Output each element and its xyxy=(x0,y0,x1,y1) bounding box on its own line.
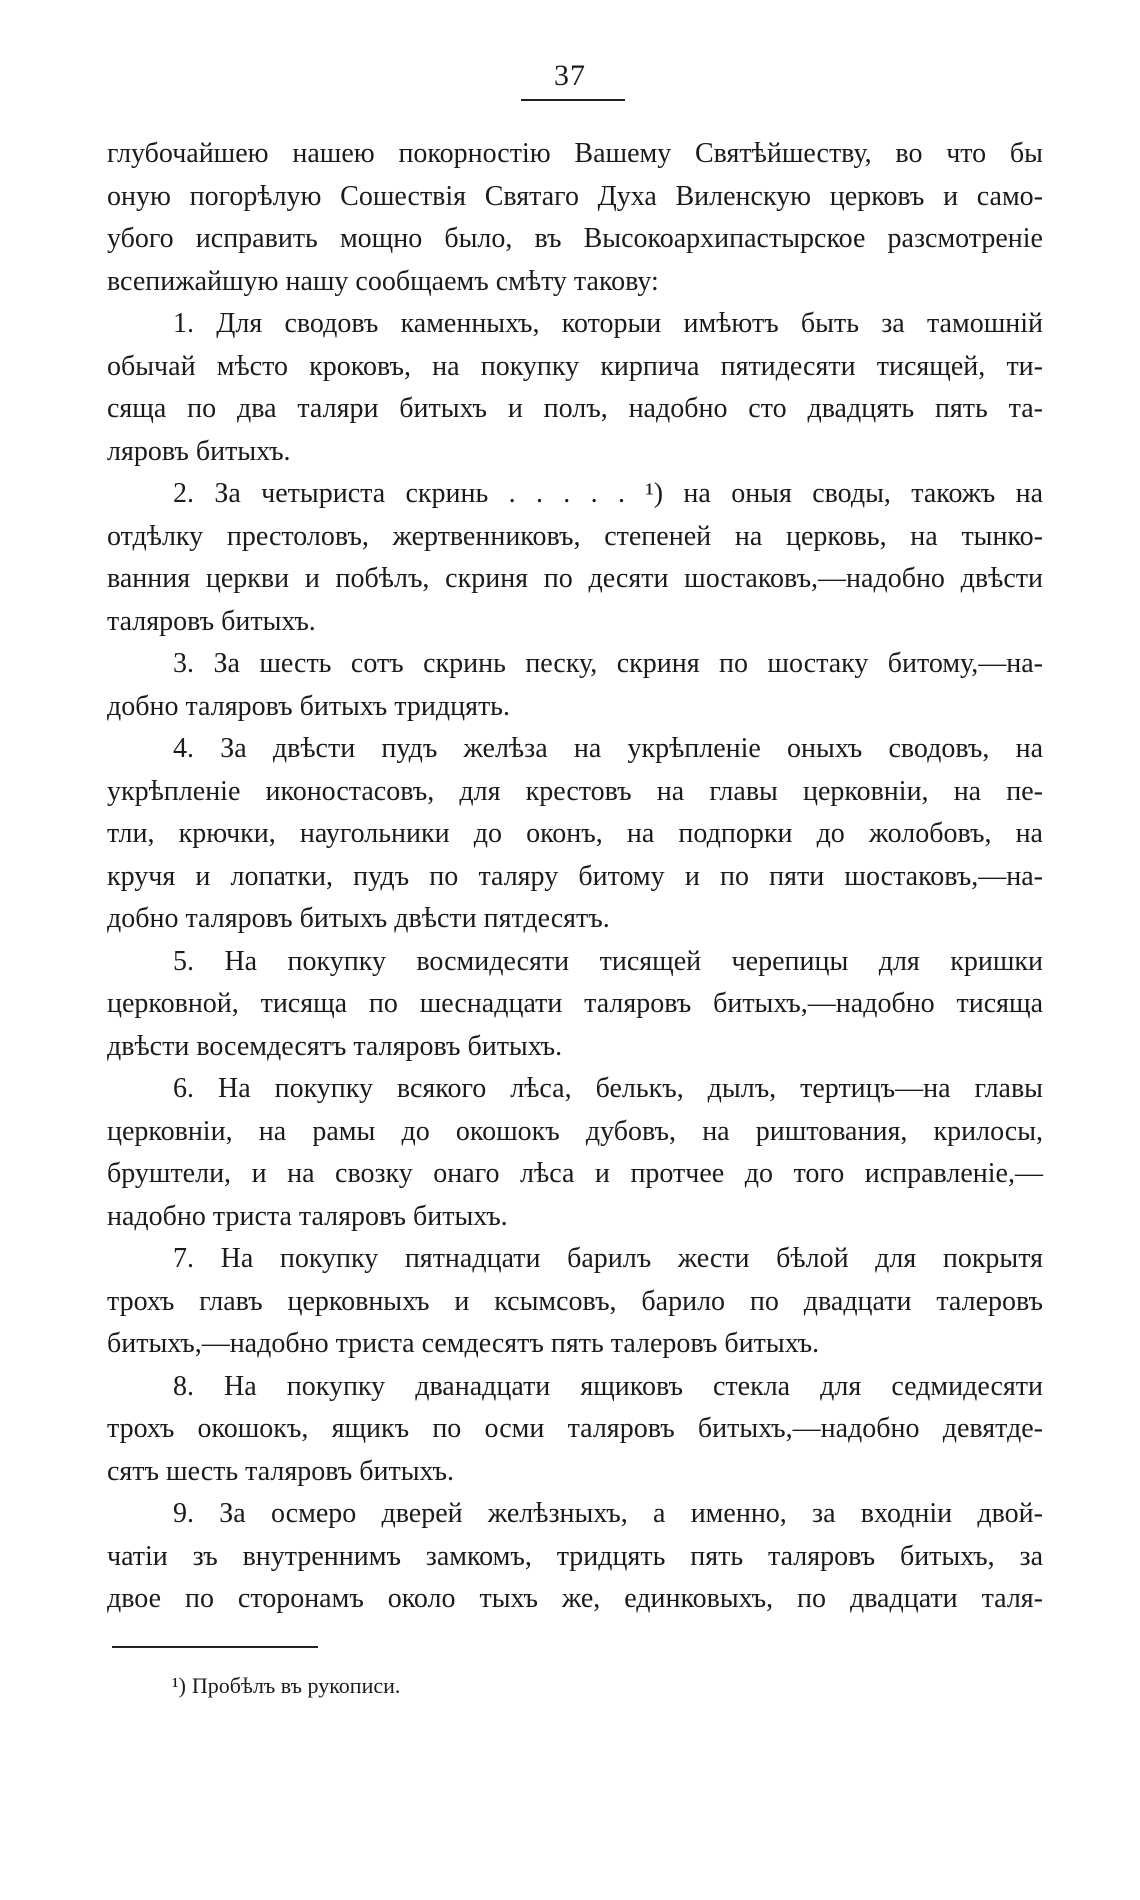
item-9-line: 9. За осмеро дверей желѣзныхъ, а именно, за входніи двой- xyxy=(173,1498,1043,1529)
item-5-line: двѣсти восемдесятъ таляровъ битыхъ. xyxy=(107,1030,563,1062)
footnote xyxy=(172,1672,400,1700)
footnote-text: Пробѣлъ въ рукописи. xyxy=(191,1673,401,1698)
item-1-line: сяща по два таляри битыхъ и полъ, надобно сто двадцять пять та- xyxy=(107,393,1043,424)
item-8-line: трохъ окошокъ, ящикъ по осми таляровъ битыхъ,—надобно девятде- xyxy=(107,1413,1043,1444)
body-text xyxy=(107,133,1043,1621)
footnote-marker: ¹) xyxy=(172,1673,186,1698)
item-1-line: ляровъ битыхъ. xyxy=(107,435,291,467)
item-4-line: тли, крючки, наугольники до оконъ, на подпорки до жолобовъ, на xyxy=(107,818,1043,849)
item-7-line: 7. На покупку пятнадцати барилъ жести бѣлой для покрытя xyxy=(173,1243,1043,1274)
item-3-line: добно таляровъ битыхъ тридцять. xyxy=(107,690,510,722)
item-4-line: добно таляровъ битыхъ двѣсти пятдесятъ. xyxy=(107,903,610,934)
text-line: убого исправить мощно было, въ Высокоархипастырское разсмотреніе xyxy=(107,223,1043,254)
text-line: всепижайшую нашу сообщаемъ смѣту такову: xyxy=(107,265,659,297)
item-4-line: 4. За двѣсти пудъ желѣза на укрѣпленіе оныхъ сводовъ, на xyxy=(173,733,1043,764)
item-3-line: 3. За шесть сотъ скринь песку, скриня по шостаку битому,—на- xyxy=(173,648,1043,679)
item-2-line: ванния церкви и побѣлъ, скриня по десяти шостаковъ,—надобно двѣсти xyxy=(107,563,1043,594)
item-1-line: обычай мѣсто кроковъ, на покупку кирпича пятидесяти тисящей, ти- xyxy=(107,350,1043,382)
item-9-line: двое по сторонамъ около тыхъ же, единковыхъ, по двадцати таля- xyxy=(107,1583,1043,1614)
text-line: глубочайшею нашею покорностію Вашему Святѣйшеству, во что бы xyxy=(107,138,1043,169)
item-2-line: таляровъ битыхъ. xyxy=(107,605,316,637)
item-7-line: битыхъ,—надобно триста семдесятъ пять талеровъ битыхъ. xyxy=(107,1328,820,1359)
text-line: оную погорѣлую Сошествія Святаго Духа Виленскую церковъ и само- xyxy=(107,180,1043,212)
item-7-line: трохъ главъ церковныхъ и ксымсовъ, барило по двадцати талеровъ xyxy=(107,1285,1043,1317)
item-1-line: 1. Для сводовъ каменныхъ, которыи имѣютъ быть за тамошній xyxy=(173,308,1043,339)
item-4-line: кручя и лопатки, пудъ по таляру битому и по пяти шостаковъ,—на- xyxy=(107,860,1043,892)
page-number-underline xyxy=(521,99,625,101)
item-4-line: укрѣпленіе иконостасовъ, для крестовъ на главы церковніи, на пе- xyxy=(107,775,1043,807)
item-6-line: бруштели, и на свозку онаго лѣса и протчее до того исправленіе,— xyxy=(107,1158,1043,1189)
item-9-line: чатіи зъ внутреннимъ замкомъ, тридцять пять таляровъ битыхъ, за xyxy=(107,1540,1043,1572)
item-2-line: 2. За четыриста скринь . . . . . ¹) на оныя своды, такожъ на xyxy=(173,478,1043,509)
footnote-rule xyxy=(112,1646,318,1648)
item-5-line: церковной, тисяща по шеснадцати таляровъ битыхъ,—надобно тисяща xyxy=(107,988,1043,1019)
page-number: 37 xyxy=(554,59,586,92)
item-8-line: 8. На покупку дванадцати ящиковъ стекла для седмидесяти xyxy=(173,1370,1043,1402)
item-8-line: сятъ шесть таляровъ битыхъ. xyxy=(107,1455,454,1487)
item-5-line: 5. На покупку восмидесяти тисящей черепицы для кришки xyxy=(173,945,1043,977)
item-6-line: церковніи, на рамы до окошокъ дубовъ, на риштования, крилосы, xyxy=(107,1115,1043,1147)
item-2-line: отдѣлку престоловъ, жертвенниковъ, степеней на церковь, на тынко- xyxy=(107,520,1043,552)
item-6-line: надобно триста таляровъ битыхъ. xyxy=(107,1200,508,1232)
item-6-line: 6. На покупку всякого лѣса, белькъ, дылъ, тертицъ—на главы xyxy=(173,1073,1043,1104)
